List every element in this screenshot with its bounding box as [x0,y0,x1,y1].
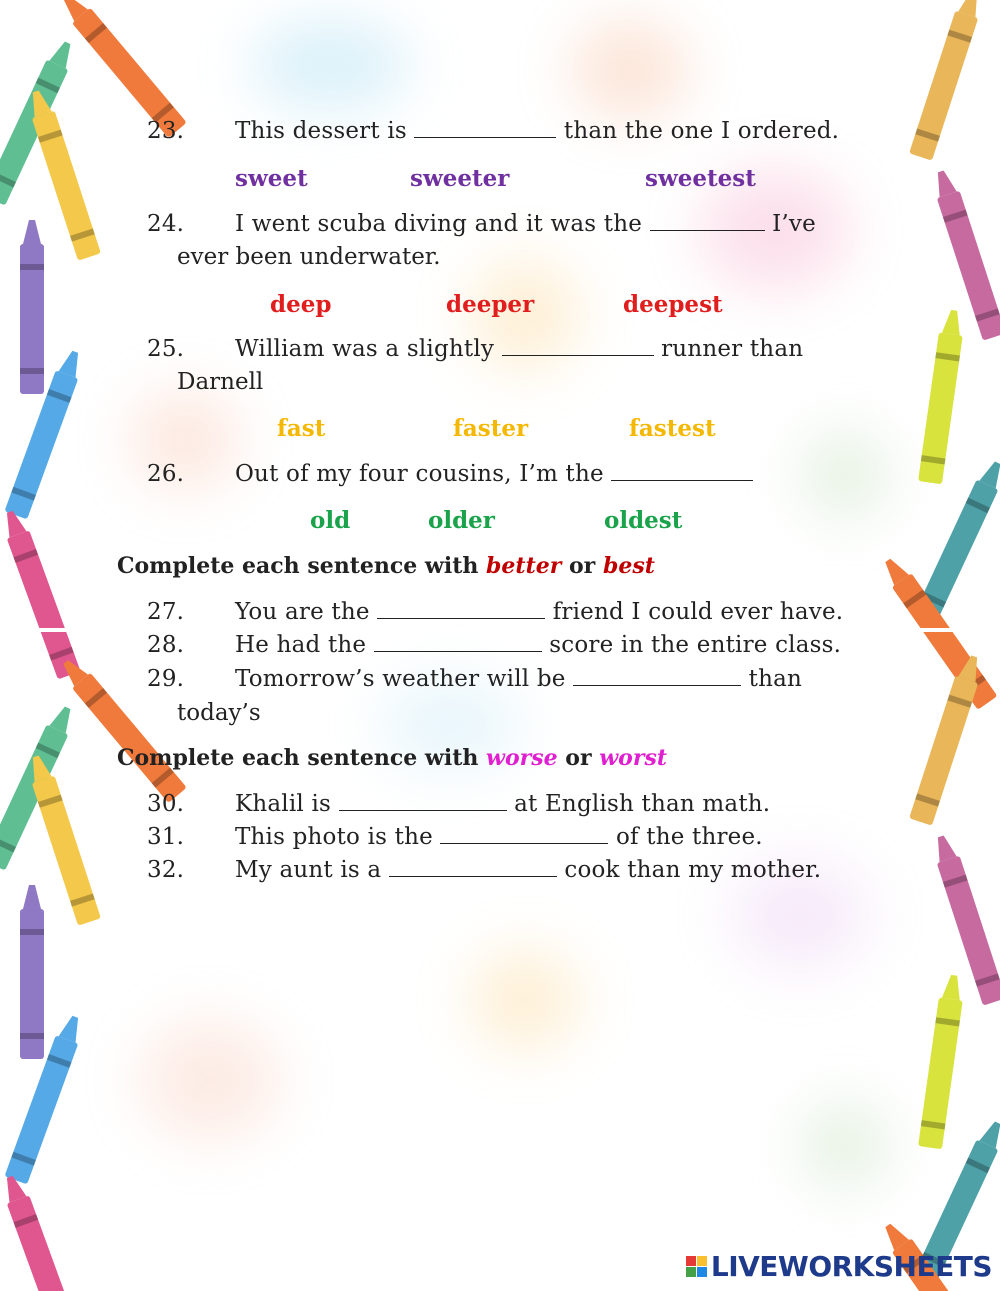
question-text: Tomorrow’s weather will be [235,666,566,692]
question-continuation: ever been underwater. [177,244,441,270]
question-text: than the one I ordered. [563,118,840,144]
answer-blank-26[interactable] [611,479,753,481]
keyword-worst: worst [599,745,667,771]
option-oldest[interactable]: oldest [604,507,683,534]
question-text: of the three. [615,824,763,850]
question-text: than [748,666,803,692]
question-text: You are the [235,599,370,625]
option-sweet[interactable]: sweet [235,165,308,192]
answer-blank-30[interactable] [339,809,507,811]
answer-blank-31[interactable] [440,842,608,844]
question-text: cook than my mother. [564,857,822,883]
question-text: Khalil is [235,791,332,817]
question-number: 28. [147,632,185,658]
section-heading-better-best: Complete each sentence with better or best [117,553,655,579]
question-text: friend I could ever have. [552,599,844,625]
question-number: 26. [147,461,185,487]
question-text: My aunt is a [235,857,382,883]
keyword-worse: worse [486,745,558,771]
option-older[interactable]: older [428,507,495,534]
option-fastest[interactable]: fastest [629,415,716,442]
question-text: at English than math. [514,791,771,817]
question-continuation: Darnell [177,369,264,395]
question-text: This dessert is [235,118,407,144]
logo-icon [686,1256,707,1277]
option-sweeter[interactable]: sweeter [410,165,510,192]
question-text: runner than [661,336,804,362]
question-text: Out of my four cousins, I’m the [235,461,604,487]
question-text: William was a slightly [235,336,495,362]
keyword-best: best [602,553,655,579]
option-sweetest[interactable]: sweetest [645,165,756,192]
answer-blank-32[interactable] [389,875,557,877]
answer-blank-29[interactable] [573,684,741,686]
question-number: 27. [147,599,185,625]
question-number: 30. [147,791,185,817]
answer-blank-28[interactable] [374,650,542,652]
option-fast[interactable]: fast [277,415,326,442]
question-number: 31. [147,824,185,850]
question-text: I’ve [772,211,816,237]
liveworksheets-logo: LIVEWORKSHEETS [686,1250,992,1283]
question-number: 25. [147,336,185,362]
answer-blank-25[interactable] [502,354,654,356]
option-deeper[interactable]: deeper [446,291,535,318]
question-text: score in the entire class. [549,632,842,658]
option-deep[interactable]: deep [270,291,332,318]
option-deepest[interactable]: deepest [623,291,723,318]
question-text: I went scuba diving and it was the [235,211,643,237]
question-number: 24. [147,211,185,237]
question-continuation: today’s [177,700,261,726]
option-faster[interactable]: faster [453,415,529,442]
keyword-better: better [486,553,562,579]
question-number: 29. [147,666,185,692]
answer-blank-23[interactable] [414,136,556,138]
section-heading-worse-worst: Complete each sentence with worse or worst [117,745,667,771]
answer-blank-27[interactable] [377,617,545,619]
question-number: 32. [147,857,185,883]
answer-blank-24[interactable] [650,229,765,231]
question-number: 23. [147,118,185,144]
question-text: This photo is the [235,824,433,850]
option-old[interactable]: old [310,507,351,534]
question-text: He had the [235,632,367,658]
